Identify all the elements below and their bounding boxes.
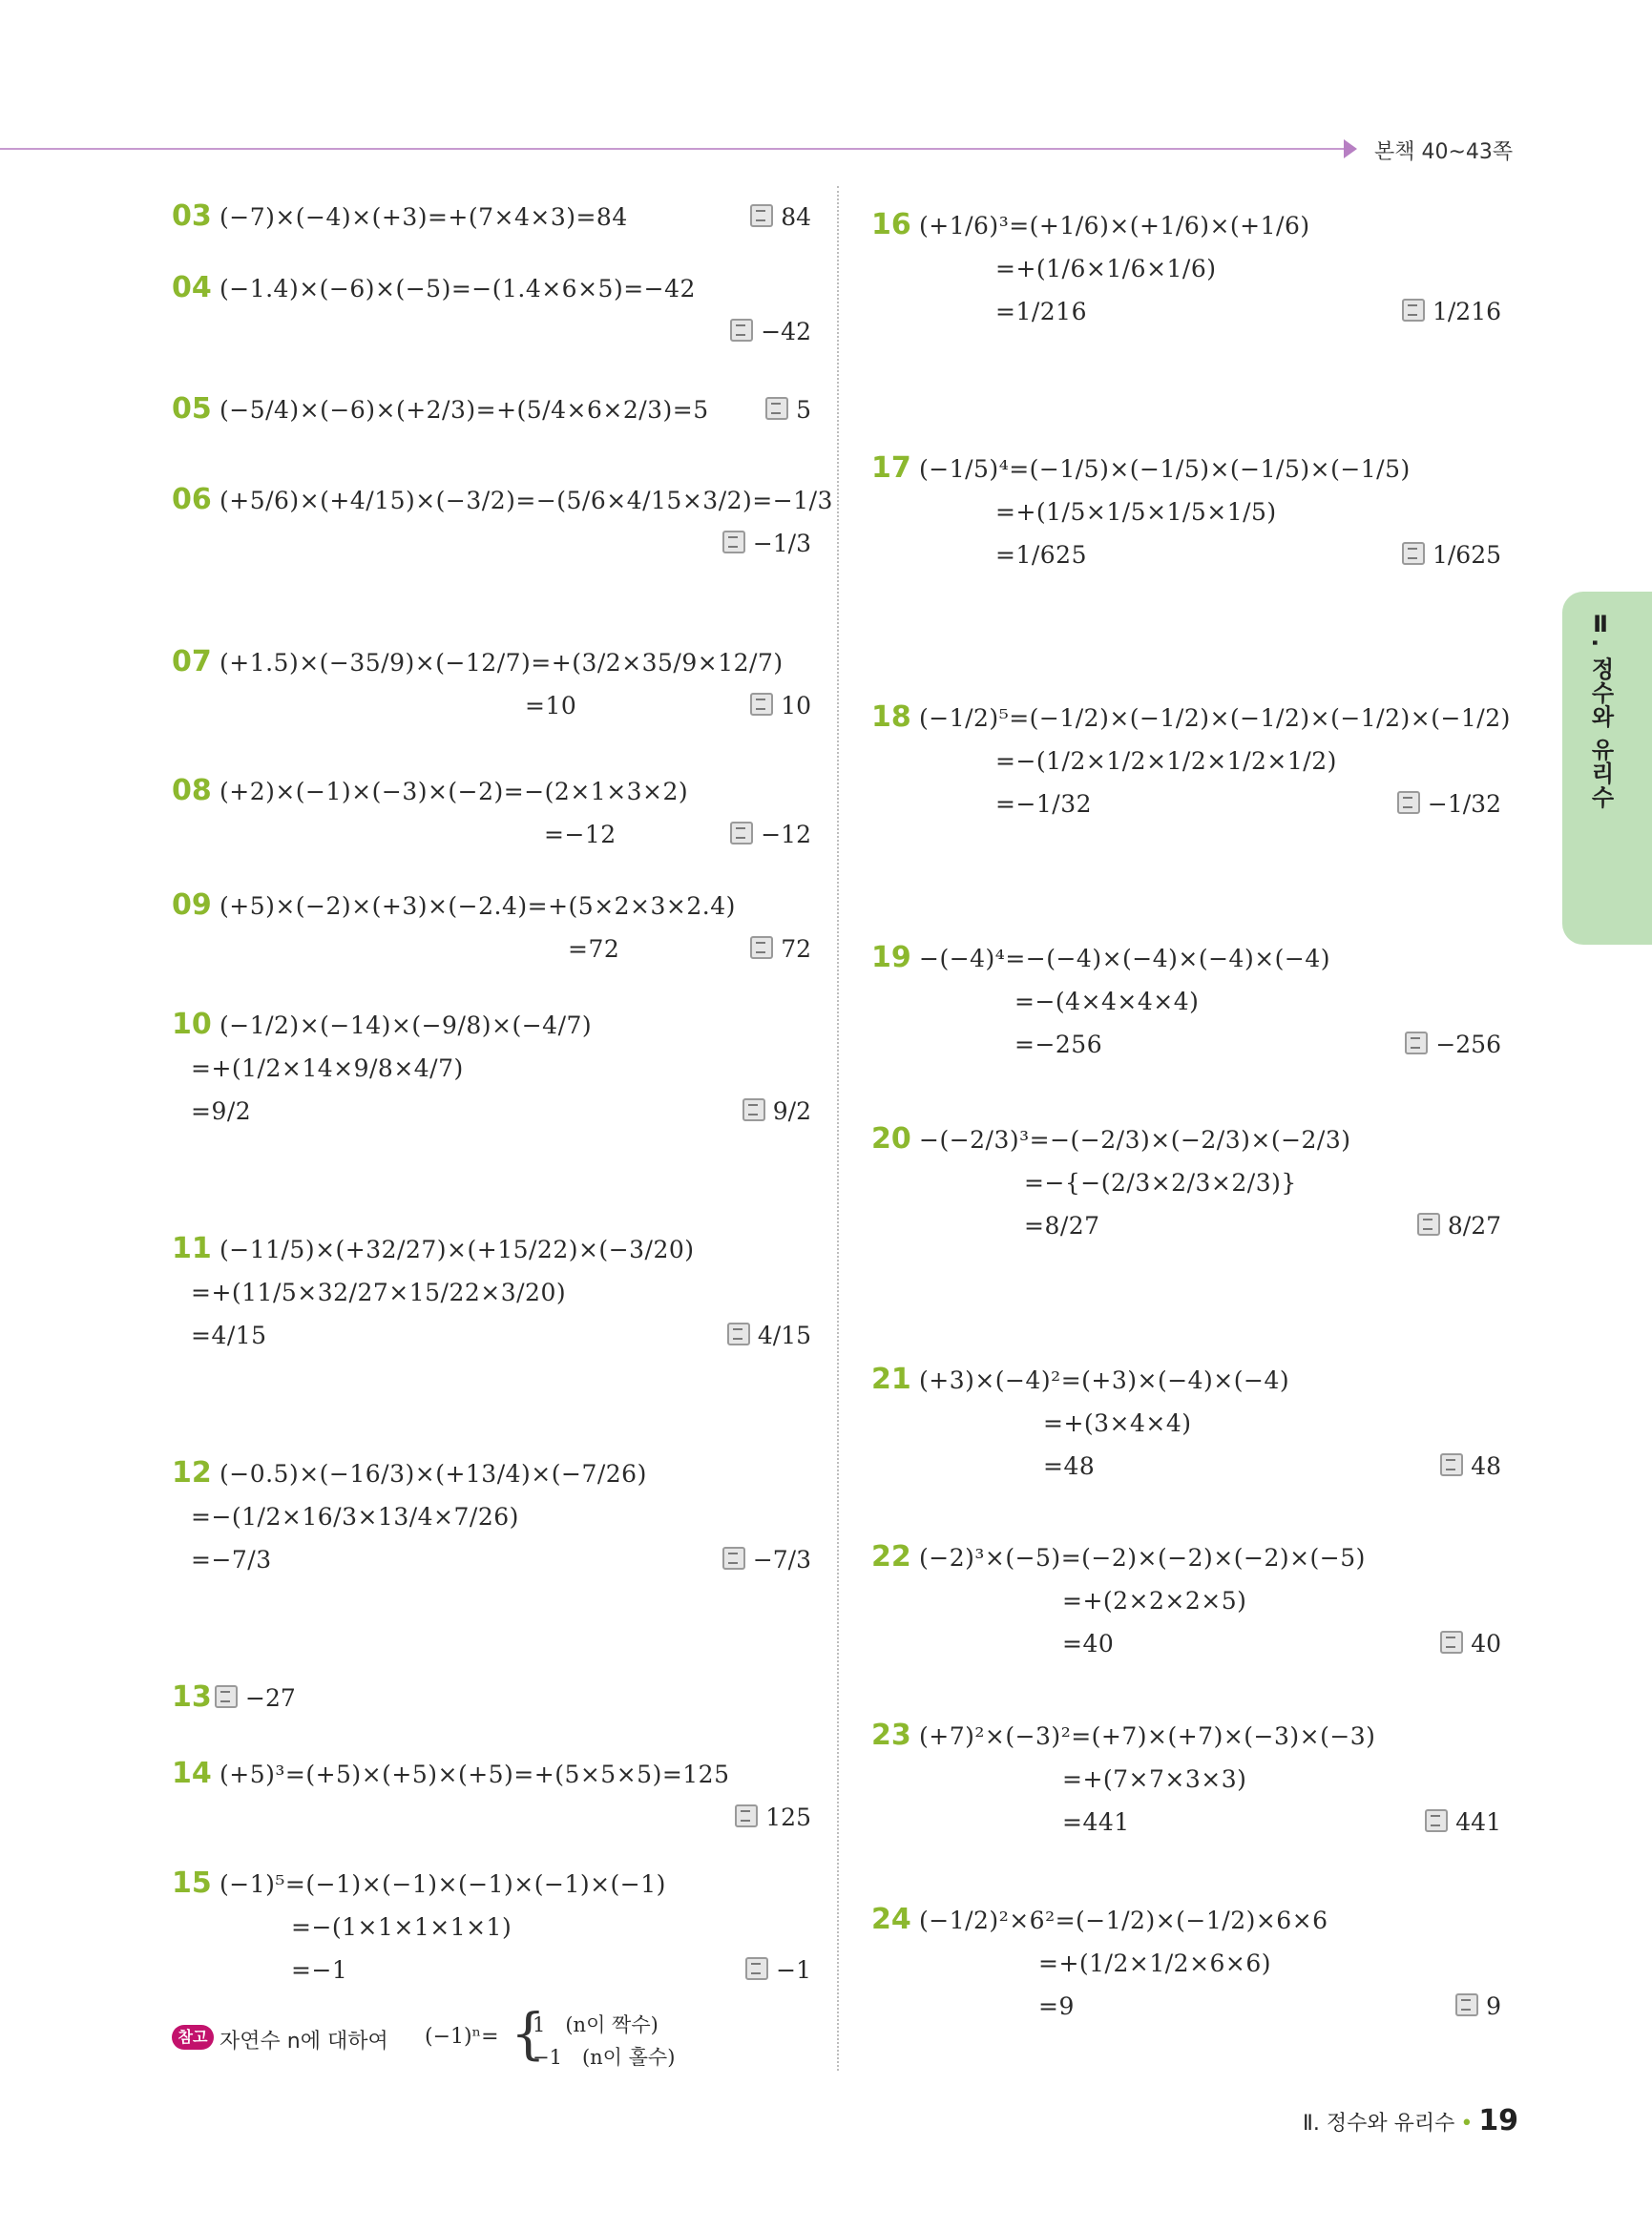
answer-mark-icon [750,936,773,959]
solution-line: =48 [1043,1452,1096,1480]
solution-line: =+(11/5×32/27×15/22×3/20) [191,1279,567,1306]
solution-line: =−(1/2×1/2×1/2×1/2×1/2) [995,747,1337,775]
solution-line: (−1.4)×(−6)×(−5)=−(1.4×6×5)=−42 [220,275,696,302]
left-brace-icon: { [511,2001,546,2066]
solution-line: (−1)⁵=(−1)×(−1)×(−1)×(−1)×(−1) [220,1870,666,1898]
answer-value: −7/3 [752,1546,811,1574]
header-rule [0,148,1346,150]
answer [765,396,811,424]
solution-line: =−(1/2×16/3×13/4×7/26) [191,1503,519,1531]
answer-mark-icon [722,531,745,553]
answer [722,530,811,557]
answer [1405,1031,1501,1058]
solution-line: =+(1/2×14×9/8×4/7) [191,1054,464,1082]
solution-line: (−5/4)×(−6)×(+2/3)=+(5/4×6×2/3)=5 [220,396,709,424]
column-divider [837,186,839,2071]
answer-value: 8/27 [1447,1212,1501,1240]
solution-line: =441 [1062,1808,1130,1836]
answer [1455,1992,1501,2020]
answer-mark-icon [730,822,753,844]
solution-line: (−7)×(−4)×(+3)=+(7×4×3)=84 [220,203,628,231]
solution-line: (−1/2)×(−14)×(−9/8)×(−4/7) [220,1011,593,1039]
solution-line: (+5)×(−2)×(+3)×(−2.4)=+(5×2×3×2.4) [220,892,736,920]
problem-number: 19 [871,941,911,974]
solution-line: =+(2×2×2×5) [1062,1587,1247,1615]
answer-value: 4/15 [757,1322,811,1349]
answer [1425,1808,1501,1836]
solution-line: (−0.5)×(−16/3)×(+13/4)×(−7/26) [220,1460,647,1488]
answer [1402,541,1501,569]
answer [750,692,811,719]
problem-number: 17 [871,451,911,485]
answer-value: 9 [1486,1992,1501,2020]
problem-number: 03 [172,199,212,233]
footer-dot-icon: • [1460,2112,1474,2136]
chapter-side-tab-label: Ⅱ. 정수와 유리수 [1587,611,1614,809]
answer-mark-icon [1455,1993,1478,2016]
answer-mark-icon [750,693,773,716]
answer-mark-icon [1425,1809,1448,1832]
answer-value: 40 [1471,1630,1501,1658]
answer [722,1546,811,1574]
solution-line: =10 [525,692,577,719]
problem-number: 20 [871,1122,911,1156]
solution-line: =−7/3 [191,1546,272,1574]
answer-mark-icon [1417,1213,1440,1236]
answer [750,935,811,963]
answer-mark-icon [750,204,773,227]
problem-number: 13 [172,1680,212,1714]
solution-line: =−(4×4×4×4) [1014,988,1200,1015]
answer-value: −42 [761,318,811,345]
answer-value: 125 [765,1804,811,1831]
solution-line: =−(1×1×1×1×1) [291,1913,512,1941]
answer [1397,790,1501,818]
solution-line: =72 [568,935,620,963]
answer-value: −1/3 [752,530,811,557]
problem-number: 12 [172,1456,212,1490]
answer-mark-icon [735,1804,758,1827]
answer-value: −1/32 [1427,790,1501,818]
answer [735,1804,811,1831]
answer-mark-icon [1405,1032,1428,1054]
answer-value: 48 [1471,1452,1501,1480]
problem-number: 07 [172,645,212,678]
solution-line: (−2)³×(−5)=(−2)×(−2)×(−2)×(−5) [919,1544,1366,1572]
answer [727,1322,811,1349]
page-footer [1303,2104,1518,2137]
note-text: 자연수 n에 대하여 [220,2030,388,2054]
solution-line: (+7)²×(−3)²=(+7)×(+7)×(−3)×(−3) [919,1722,1376,1750]
solution-line: =+(3×4×4) [1043,1409,1192,1437]
answer [745,1956,811,1984]
solution-line: =+(1/6×1/6×1/6) [995,255,1217,282]
solution-line: =+(1/2×1/2×6×6) [1038,1950,1272,1977]
page-number: 19 [1478,2104,1519,2137]
solution-line: (+5/6)×(+4/15)×(−3/2)=−(5/6×4/15×3/2)=−1/3 [220,487,833,514]
answer-mark-icon [1397,791,1420,814]
solution-line: =+(1/5×1/5×1/5×1/5) [995,498,1277,526]
problem-number: 04 [172,271,212,304]
solution-line: =1/625 [995,541,1087,569]
answer-mark-icon [730,319,753,342]
problem-number: 11 [172,1232,212,1265]
answer [215,1684,296,1712]
answer-mark-icon [765,397,788,420]
problem-number: 06 [172,483,212,516]
solution-line: (+5)³=(+5)×(+5)×(+5)=+(5×5×5)=125 [220,1761,730,1788]
solution-line: (−1/2)⁵=(−1/2)×(−1/2)×(−1/2)×(−1/2)×(−1/2) [919,704,1511,732]
answer-mark-icon [1440,1631,1463,1654]
problem-number: 16 [871,208,911,241]
answer-value: −12 [761,821,811,848]
note-expression: (−1)ⁿ= [425,2025,499,2049]
note-case-odd: −1 (n이 홀수) [533,2046,676,2069]
solution-line: =−1 [291,1956,348,1984]
solution-line: =−256 [1014,1031,1103,1058]
problem-number: 24 [871,1903,911,1936]
solution-line: =9 [1038,1992,1075,2020]
answer [742,1097,811,1125]
answer-value: −256 [1435,1031,1501,1058]
solution-line: −(−2/3)³=−(−2/3)×(−2/3)×(−2/3) [919,1126,1351,1154]
solution-line: =9/2 [191,1097,252,1125]
problem-number: 23 [871,1719,911,1752]
problem-number: 15 [172,1866,212,1900]
solution-line: =40 [1062,1630,1115,1658]
solution-line: =−12 [544,821,617,848]
solution-line: (−1/2)²×6²=(−1/2)×(−1/2)×6×6 [919,1907,1328,1934]
answer-mark-icon [1402,299,1425,322]
solution-line: =1/216 [995,298,1087,325]
solution-line: (+2)×(−1)×(−3)×(−2)=−(2×1×3×2) [220,778,689,805]
problem-number: 10 [172,1008,212,1041]
problem-number: 14 [172,1757,212,1790]
problem-number: 05 [172,392,212,426]
answer-value: 1/216 [1432,298,1501,325]
answer [730,318,811,345]
solution-line: =−{−(2/3×2/3×2/3)} [1024,1169,1297,1197]
answer-value: 72 [781,935,811,963]
answer-value: 9/2 [772,1097,811,1125]
footer-section: Ⅱ. 정수와 유리수 [1303,2112,1455,2136]
answer-value: 10 [781,692,811,719]
answer [750,203,811,231]
problem-number: 22 [871,1540,911,1574]
header-arrow-icon [1344,139,1357,158]
problem-number: 18 [871,700,911,734]
book-page-reference: 본책 40~43쪽 [1374,140,1514,164]
solution-line: (+1/6)³=(+1/6)×(+1/6)×(+1/6) [919,212,1310,240]
answer [1402,298,1501,325]
note-badge: 참고 [172,2025,214,2050]
answer-mark-icon [1402,542,1425,565]
solution-line: (−11/5)×(+32/27)×(+15/22)×(−3/20) [220,1236,695,1263]
answer-value: 441 [1455,1808,1501,1836]
solution-line: =−1/32 [995,790,1093,818]
answer-mark-icon [215,1685,238,1708]
problem-number: 08 [172,774,212,807]
solution-line: (+1.5)×(−35/9)×(−12/7)=+(3/2×35/9×12/7) [220,649,784,677]
answer-value: 1/625 [1432,541,1501,569]
answer-mark-icon [742,1098,765,1121]
answer [1440,1452,1501,1480]
solution-line: =8/27 [1024,1212,1100,1240]
note-case-even: 1 (n이 짝수) [533,2013,659,2036]
answer-mark-icon [722,1547,745,1570]
solution-line: (−1/5)⁴=(−1/5)×(−1/5)×(−1/5)×(−1/5) [919,455,1411,483]
solution-line: =4/15 [191,1322,267,1349]
answer-value: 5 [796,396,811,424]
solution-line: =+(7×7×3×3) [1062,1765,1247,1793]
answer-mark-icon [1440,1453,1463,1476]
answer [1440,1630,1501,1658]
answer-mark-icon [727,1323,750,1345]
problem-number: 09 [172,888,212,922]
answer-mark-icon [745,1957,768,1980]
solution-line: −(−4)⁴=−(−4)×(−4)×(−4)×(−4) [919,945,1331,972]
answer-value: 84 [781,203,811,231]
answer [730,821,811,848]
answer [1417,1212,1501,1240]
answer-value: −1 [776,1956,811,1984]
answer-value: −27 [245,1684,296,1712]
solution-line: (+3)×(−4)²=(+3)×(−4)×(−4) [919,1366,1290,1394]
problem-number: 21 [871,1363,911,1396]
